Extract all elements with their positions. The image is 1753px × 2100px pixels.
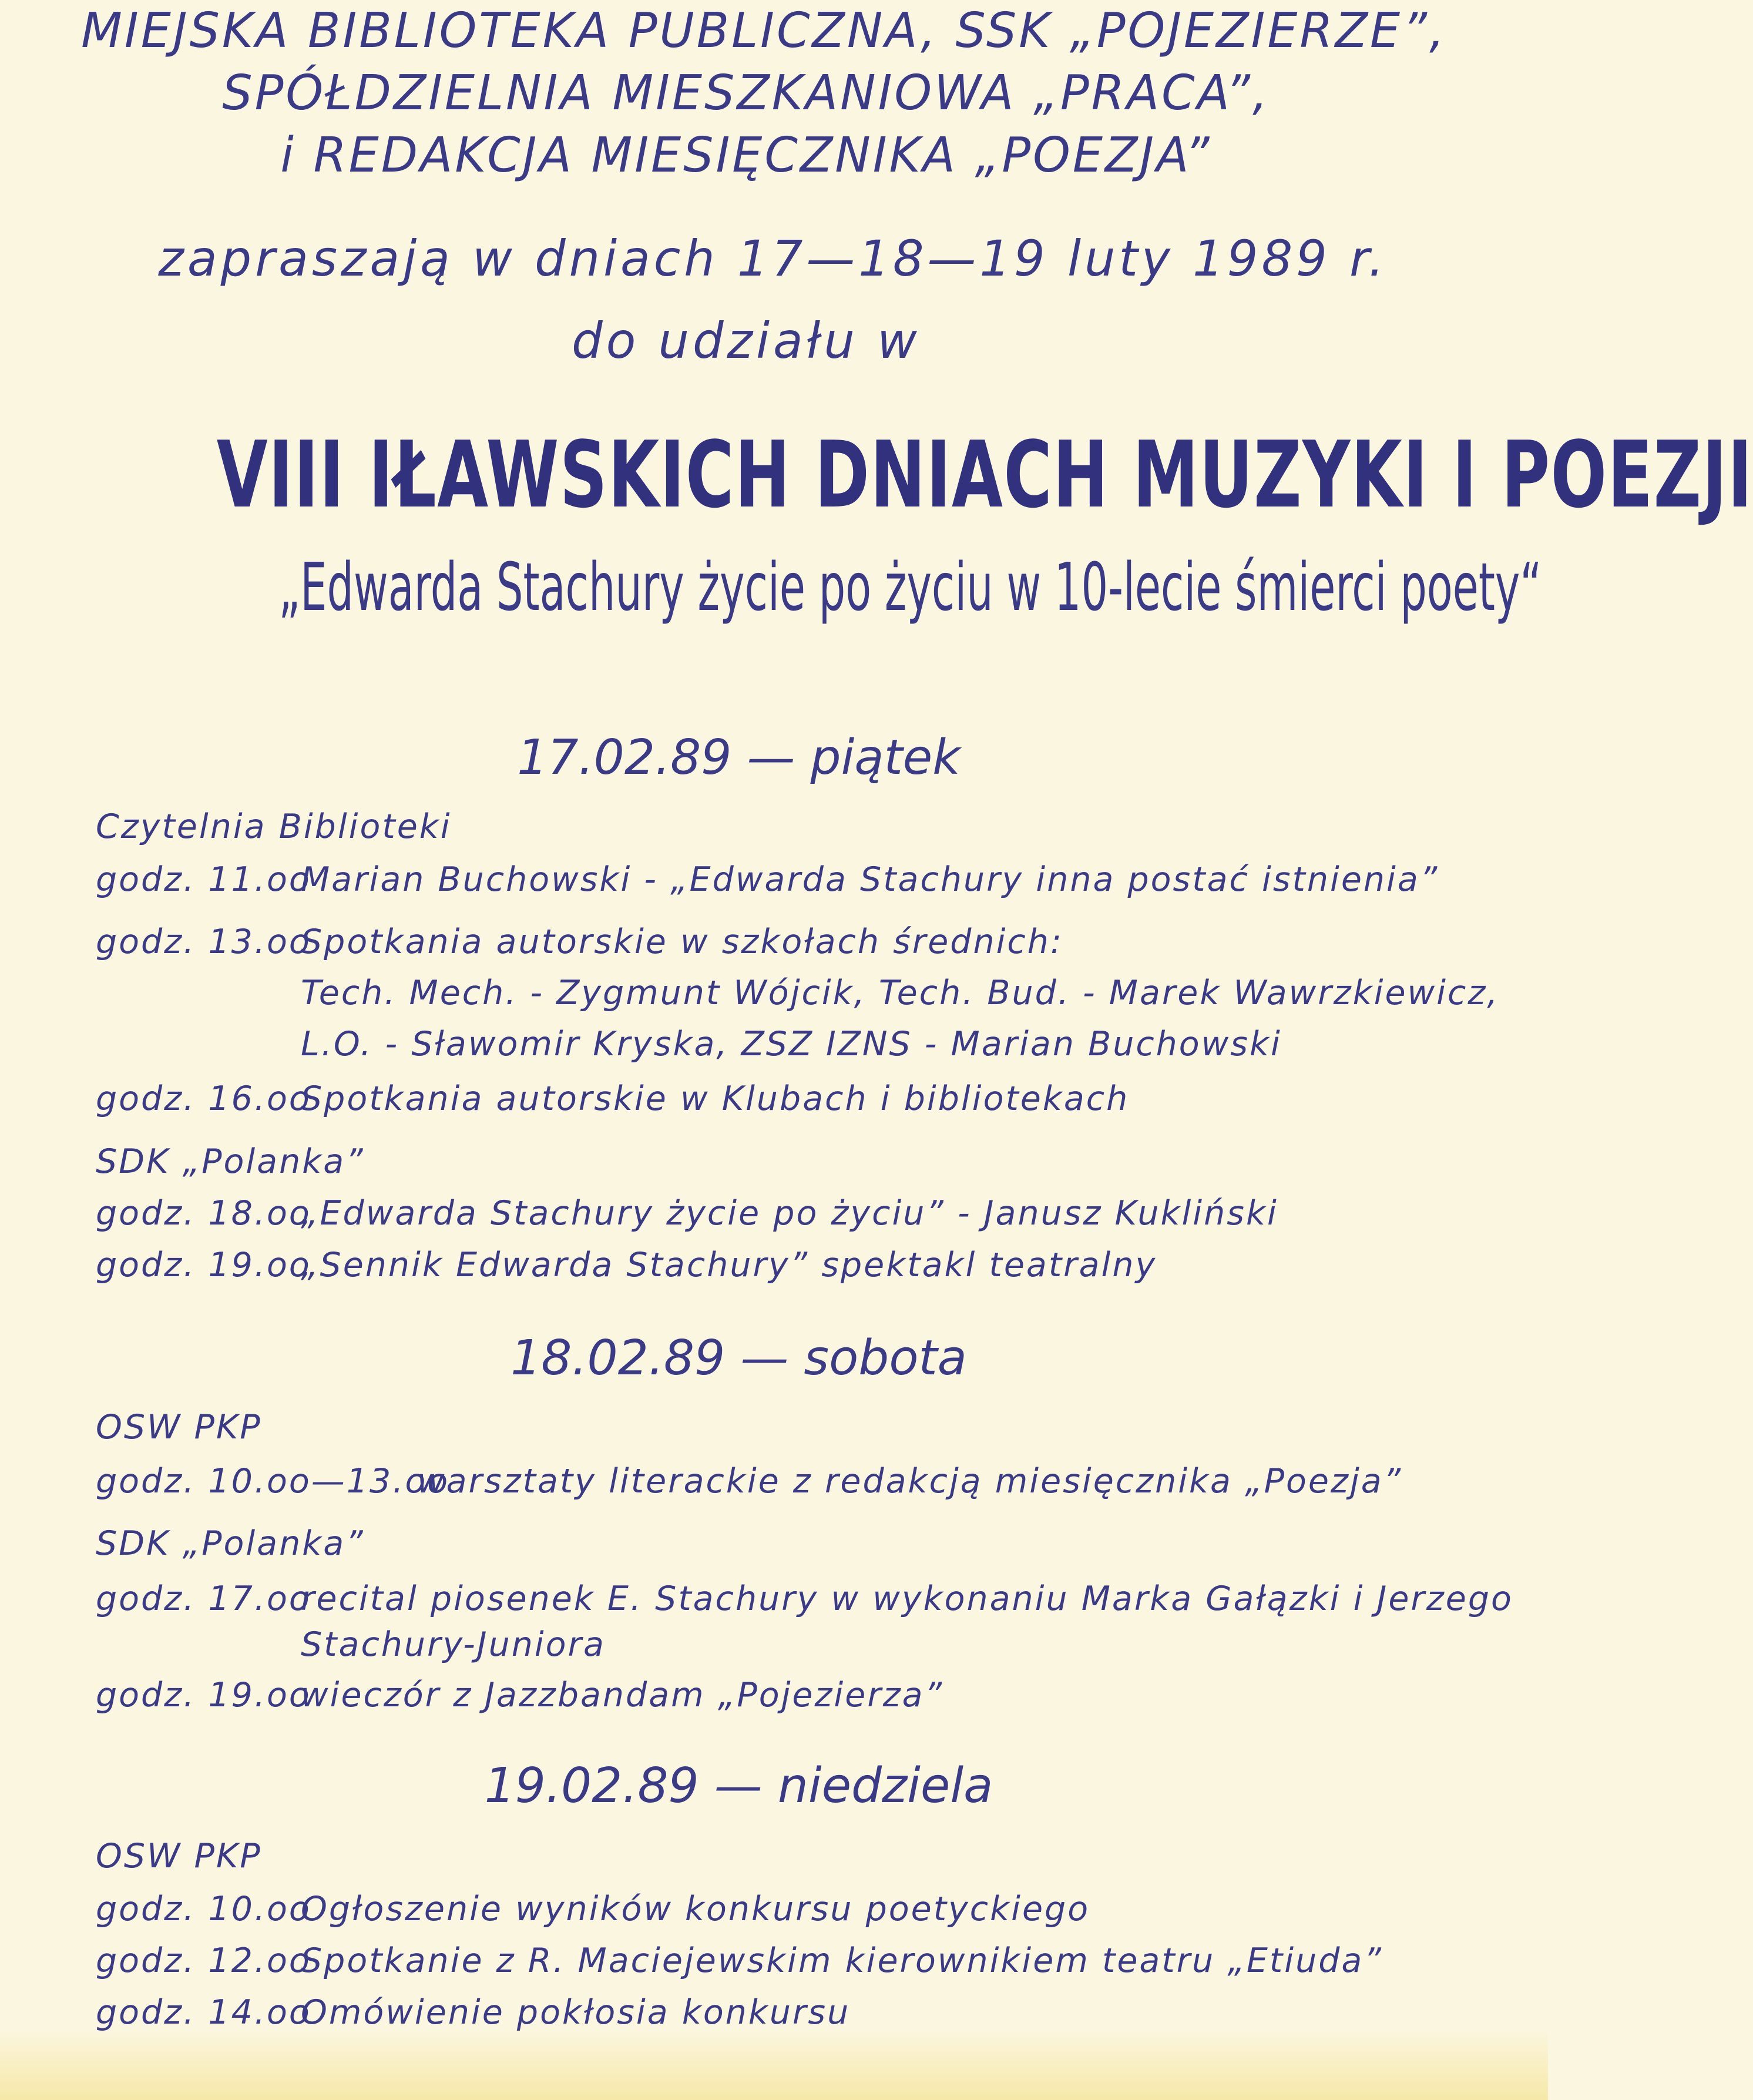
entry-text: Omówienie pokłosia konkursu [301, 1993, 851, 2032]
organizer-line: SPÓŁDZIELNIA MIESZKANIOWA „PRACA”, [222, 65, 1270, 121]
entry-text: „Sennik Edwarda Stachury” spektakl teatralny [301, 1246, 1157, 1284]
entry-time: godz. 18.oo [96, 1194, 311, 1233]
entry-text: Ogłoszenie wyników konkursu poetyckiego [301, 1890, 1090, 1928]
paper-edge [0, 2029, 1548, 2100]
event-title: VIII IŁAWSKICH DNIACH MUZYKI I POEZJI [216, 421, 1753, 528]
entry-time: godz. 12.oo [96, 1941, 311, 1980]
entry-text: warsztaty literackie z redakcją miesięcznika „Poezja” [417, 1462, 1403, 1501]
organizer-line: MIEJSKA BIBLIOTEKA PUBLICZNA, SSK „POJEZIERZE”, [81, 3, 1447, 59]
venue-name: Czytelnia Biblioteki [96, 807, 452, 846]
entry-time: godz. 11.oo [96, 860, 311, 899]
entry-time: godz. 17.oo [96, 1579, 311, 1618]
day-heading: 19.02.89 — niedziela [484, 1758, 993, 1814]
entry-time: godz. 10.oo—13.oo [96, 1462, 450, 1501]
entry-time: godz. 14.oo [96, 1993, 311, 2032]
entry-text: Spotkania autorskie w Klubach i bibliotekach [301, 1079, 1130, 1118]
entry-text: Stachury-Juniora [301, 1625, 606, 1664]
entry-time: godz. 19.oo [96, 1676, 311, 1715]
entry-text: L.O. - Sławomir Kryska, ZSZ IZNS - Marian Buchowski [301, 1025, 1282, 1064]
venue-name: OSW PKP [96, 1837, 262, 1876]
entry-text: Marian Buchowski - „Edwarda Stachury inna postać istnienia” [301, 860, 1439, 899]
entry-text: Spotkanie z R. Maciejewskim kierownikiem teatru „Etiuda” [301, 1941, 1383, 1980]
event-subtitle: „Edwarda Stachury życie po życiu w 10-lecie śmierci poety“ [278, 549, 1542, 626]
entry-text: Tech. Mech. - Zygmunt Wójcik, Tech. Bud. - Marek Wawrzkiewicz, [301, 974, 1500, 1012]
entry-text: Spotkania autorskie w szkołach średnich: [301, 922, 1064, 961]
venue-name: OSW PKP [96, 1408, 262, 1447]
venue-name: SDK „Polanka” [96, 1524, 365, 1563]
entry-time: godz. 13.oo [96, 922, 311, 961]
invitation-line: do udziału w [572, 312, 921, 370]
entry-time: godz. 16.oo [96, 1079, 311, 1118]
organizers-block [0, 0, 1548, 187]
entry-time: godz. 10.oo [96, 1890, 311, 1928]
venue-name: SDK „Polanka” [96, 1142, 365, 1181]
entry-time: godz. 19.oo [96, 1246, 311, 1284]
day-heading: 17.02.89 — piątek [517, 730, 961, 786]
organizer-line: i REDAKCJA MIESIĘCZNIKA „POEZJA” [280, 128, 1212, 183]
invitation-block [0, 217, 1548, 382]
entry-text: wieczór z Jazzbandam „Pojezierza” [301, 1676, 944, 1715]
entry-text: „Edwarda Stachury życie po życiu” - Janusz Kukliński [301, 1194, 1278, 1233]
invitation-line: zapraszają w dniach 17—18—19 luty 1989 r. [158, 230, 1388, 287]
entry-text: recital piosenek E. Stachury w wykonaniu Marka Gałązki i Jerzego [301, 1579, 1513, 1618]
day-heading: 18.02.89 — sobota [511, 1330, 967, 1386]
